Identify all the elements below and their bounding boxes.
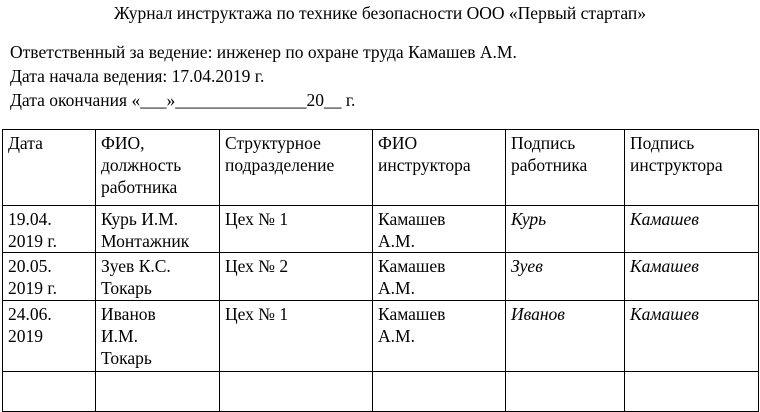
cell-date: 20.05. 2019 г. [3, 253, 96, 301]
cell-worker: Курь И.М. Монтажник [96, 206, 220, 253]
header-instructor-signature: Подпись инструктора [625, 130, 759, 206]
empty-cell [96, 372, 220, 412]
empty-cell [373, 372, 506, 412]
handwritten-signature: Курь [511, 209, 547, 229]
header-worker-signature: Подпись работника [506, 130, 625, 206]
cell-worker-signature [506, 301, 625, 372]
cell-instructor-signature [625, 206, 759, 253]
header-worker: ФИО, должность работника [96, 130, 220, 206]
cell-unit: Цех № 2 [220, 253, 373, 301]
handwritten-signature: Камашев [630, 304, 699, 324]
cell-worker-signature [506, 253, 625, 301]
header-instructor: ФИО инструктора [373, 130, 506, 206]
cell-unit: Цех № 1 [220, 206, 373, 253]
cell-unit: Цех № 1 [220, 301, 373, 372]
empty-cell [625, 372, 759, 412]
table-row [3, 301, 759, 372]
cell-date: 24.06. 2019 [3, 301, 96, 372]
empty-table-row [3, 372, 759, 412]
end-date: Дата окончания «___»_______________20__ г. [10, 90, 356, 110]
table-row [3, 253, 759, 301]
cell-worker: Зуев К.С. Токарь [96, 253, 220, 301]
empty-cell [3, 372, 96, 412]
empty-cell [220, 372, 373, 412]
table-row [3, 206, 759, 253]
responsible-person: Ответственный за ведение: инженер по охране труда Камашев А.М. [10, 42, 517, 62]
handwritten-signature: Камашев [630, 256, 699, 276]
cell-instructor: Камашев А.М. [373, 253, 506, 301]
header-date: Дата [3, 130, 96, 206]
start-date: Дата начала ведения: 17.04.2019 г. [10, 66, 265, 86]
handwritten-signature: Зуев [511, 256, 543, 276]
empty-cell [506, 372, 625, 412]
cell-instructor-signature [625, 253, 759, 301]
cell-worker-signature [506, 206, 625, 253]
cell-date: 19.04. 2019 г. [3, 206, 96, 253]
cell-instructor: Камашев А.М. [373, 301, 506, 372]
table-header-row [3, 130, 759, 206]
handwritten-signature: Иванов [511, 304, 565, 324]
instruction-journal-table [2, 129, 759, 412]
cell-instructor: Камашев А.М. [373, 206, 506, 253]
cell-worker: Иванов И.М. Токарь [96, 301, 220, 372]
cell-instructor-signature [625, 301, 759, 372]
header-unit: Структурное подразделение [220, 130, 373, 206]
handwritten-signature: Камашев [630, 209, 699, 229]
journal-title: Журнал инструктажа по технике безопасности ООО «Первый стартап» [113, 3, 647, 23]
